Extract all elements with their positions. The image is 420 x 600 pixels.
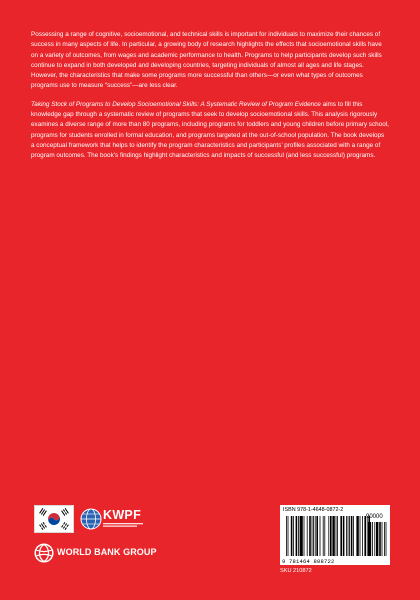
sku-label: SKU 210872: [280, 568, 312, 574]
blurb-paragraph-1: Possessing a range of cognitive, socioemotional, and technical skills is important for individuals to maximize their chances of success in many aspects of life. In particular, a growing body of research highlights the effects that socioemotional skills have on a variety of outcomes, from wages and academic performance to health. Programs to help participants develop such skills continue to expand in both developed and developing countries, targeting individuals of almost all ages and life stages. However, the characteristics that make some programs more successful than others—or even what types of outcomes programs use to measure “success”—are less clear.: [31, 31, 382, 90]
blurb-paragraph-2: [31, 100, 389, 162]
barcode-bar: [304, 516, 305, 556]
barcode-bar: [356, 516, 358, 556]
barcode-bar: [374, 522, 375, 556]
addon-barcode-bars: [368, 522, 388, 556]
barcode-bar: [336, 516, 337, 556]
barcode-bar: [296, 516, 298, 556]
barcode: [280, 505, 390, 565]
blurb-paragraph-2-text: aims to fill this knowledge gap through a systematic review of programs that seek to develop socioemotional skills. This analysis rigorously examines a diverse range of more than 80 programs, including programs for toddlers and young children before primary school, programs for students enrolled in formal education, and programs targeted at the out-of-school population. The book develops a conceptual framework that helps to identify the program characteristics and participants’ profiles associated with a range of program outcomes. The book’s findings highlight characteristics and impacts of successful (and less successful) programs.: [31, 100, 389, 160]
barcode-bar: [382, 522, 383, 556]
barcode-bar: [372, 522, 373, 556]
kwpf-logo: [80, 505, 144, 533]
barcode-bar: [346, 516, 347, 556]
barcode-bar: [324, 516, 325, 556]
barcode-bar: [313, 516, 314, 556]
barcode-bar: [332, 516, 334, 556]
ean-barcode-bars: [286, 516, 370, 556]
barcode-bar: [349, 516, 350, 556]
barcode-bar: [384, 522, 385, 556]
ean-number: 9 781464 808722: [282, 558, 335, 565]
barcode-bar: [298, 516, 299, 556]
kwpf-wordmark: KWPF: [103, 508, 141, 522]
barcode-bar: [340, 516, 342, 556]
world-bank-globe-icon: [34, 543, 54, 563]
world-bank-wordmark: WORLD BANK GROUP: [57, 547, 157, 557]
barcode-bar: [343, 516, 345, 556]
barcode-bar: [386, 522, 387, 556]
barcode-bar: [312, 516, 313, 556]
barcode-bar: [370, 522, 372, 556]
barcode-bar: [291, 516, 293, 556]
barcode-bar: [288, 516, 289, 556]
barcode-bar: [328, 516, 329, 556]
barcode-bar: [360, 516, 361, 556]
isbn-label: ISBN 978-1-4648-0872-2: [283, 507, 344, 513]
barcode-bar: [379, 522, 381, 556]
book-title: Taking Stock of Programs to Develop Socioemotional Skills: A Systematic Review of Program Evidence: [31, 100, 321, 108]
barcode-addon-number: 90000: [366, 514, 383, 520]
korea-flag-icon: [34, 505, 74, 533]
barcode-bar: [315, 516, 316, 556]
barcode-bar: [307, 516, 308, 556]
kwpf-subtitle-lines: [103, 523, 143, 529]
barcode-bar: [337, 516, 338, 556]
barcode-bar: [362, 516, 363, 556]
korea-flag-graphic: [35, 506, 73, 532]
barcode-bar: [286, 516, 287, 556]
barcode-bar: [323, 516, 324, 556]
barcode-bar: [330, 516, 332, 556]
barcode-bar: [293, 516, 294, 556]
barcode-bar: [316, 516, 318, 556]
barcode-bar: [364, 516, 366, 556]
kwpf-globe-icon: [80, 506, 102, 532]
barcode-bar: [309, 516, 311, 556]
barcode-bar: [376, 522, 378, 556]
barcode-bar: [351, 516, 353, 556]
blurb: [31, 30, 389, 170]
barcode-bar: [300, 516, 303, 556]
barcode-bar: [353, 516, 354, 556]
barcode-bar: [348, 516, 349, 556]
barcode-bar: [320, 516, 321, 556]
barcode-bar: [368, 522, 369, 556]
